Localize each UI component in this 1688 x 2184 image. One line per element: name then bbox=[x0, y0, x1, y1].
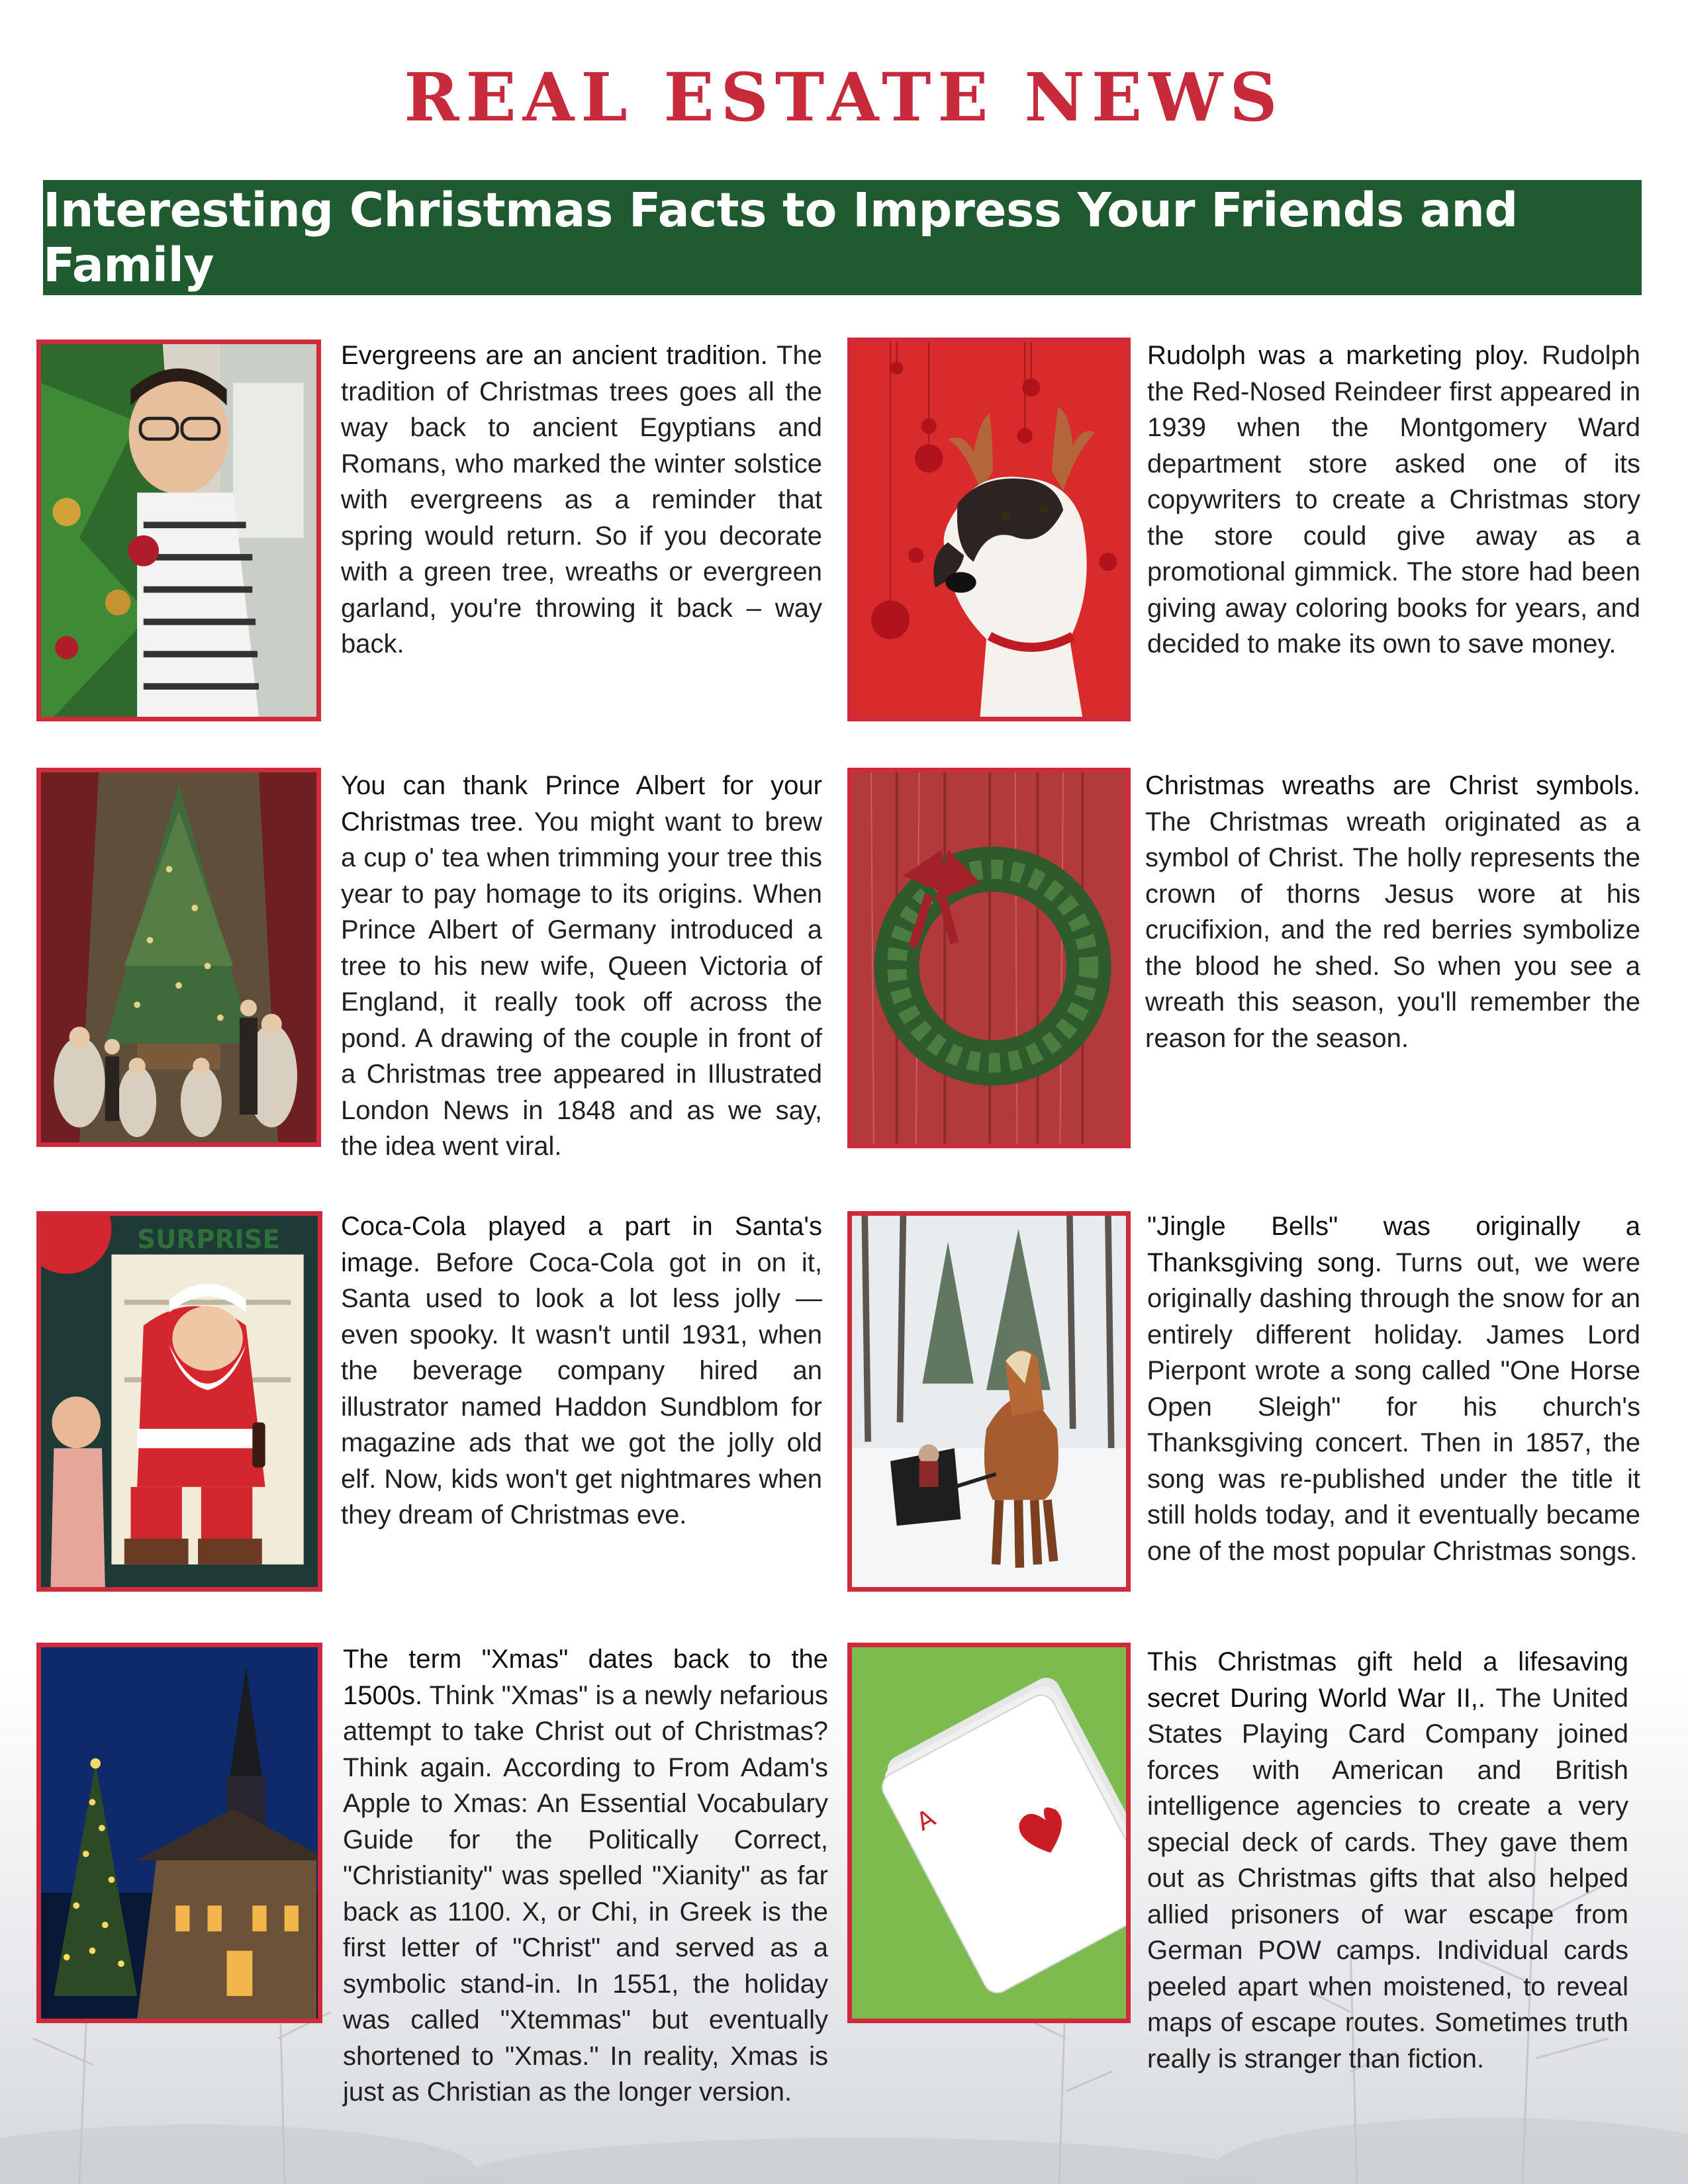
fact-heading: Christmas wreaths are Christ symbols. bbox=[1145, 771, 1640, 800]
surprise-sign-text: SURPRISE bbox=[137, 1224, 281, 1255]
ace-card-letter: A bbox=[912, 1803, 940, 1837]
fact-text-wreath bbox=[1145, 768, 1640, 1056]
article-title-banner bbox=[43, 180, 1642, 295]
fact-text-rudolph bbox=[1147, 338, 1640, 662]
fact-text-evergreens bbox=[341, 338, 822, 662]
vintage-santa-illustration bbox=[36, 1211, 322, 1592]
fact-body: Think "Xmas" is a newly nefarious attempt to take Christ out of Christmas? Think again. According to From Adam's Apple to Xmas: An Essential Vocabulary Guide for the Politically Correct, "Christianity" was spelled "Xianity" as far back as 1100. X, or Chi, in Greek is the first letter of "Christ" and served as a symbolic stand-in. In 1551, the holiday was called "Xtemmas" but eventually shortened to "Xmas." In reality, Xmas is just as Christian as the longer version. bbox=[343, 1680, 828, 2107]
fact-heading: "Jingle Bells" was originally a Thanksgiving song. bbox=[1147, 1212, 1640, 1277]
fact-body: Turns out, we were originally dashing through the snow for an entirely different holiday. James Lord Pierpont wrote a song called "One Horse Open Sleigh" for his church's Thanksgiving concert. Then in 1857, the song was re-published under the title it still holds today, and it eventually became one of the most popular Christmas songs. bbox=[1147, 1248, 1641, 1566]
fact-body: Rudolph the Red-Nosed Reindeer first appeared in 1939 when the Montgomery Ward department store asked one of its copywriters to create a Christmas story the store could give away as a promotional gimmick. The store had been giving away coloring books for years, and decided to make its own to save money. bbox=[1147, 341, 1640, 659]
fact-text-prince-albert bbox=[341, 768, 822, 1165]
fact-heading: The term "Xmas" dates back to the 1500s. bbox=[343, 1645, 828, 1710]
barn-door-wreath-photo bbox=[847, 768, 1131, 1148]
fact-body: You might want to brew a cup o' tea when trimming your tree this year to pay homage to its origins. When Prince Albert of Germany introduced a tree to his new wife, Queen Victoria of England, it really took off across the pond. A drawing of the couple in front of a Christmas tree appeared in Illustrated London News in 1848 and as we say, the idea went viral. bbox=[341, 807, 822, 1161]
fact-text-playing-cards bbox=[1147, 1644, 1628, 2077]
fact-text-jingle-bells bbox=[1147, 1208, 1640, 1569]
fact-heading: You can thank Prince Albert for your Christmas tree. bbox=[341, 771, 822, 837]
fact-heading: Evergreens are an ancient tradition. bbox=[341, 341, 768, 370]
fact-text-coca-cola bbox=[341, 1208, 822, 1533]
fact-heading: This Christmas gift held a lifesaving secret During World War II,. bbox=[1147, 1647, 1628, 1713]
fact-body: The Christmas wreath originated as a symbol of Christ. The holly represents the crown of thorns Jesus wore at his crucifixion, and the red berries symbolize the blood he shed. So when you see a wreath this season, you'll remember the reason for the season. bbox=[1145, 807, 1640, 1053]
fact-heading: Rudolph was a marketing ploy. bbox=[1147, 341, 1529, 370]
fact-body: Before Coca-Cola got in on it, Santa used to look a lot less jolly — even spooky. It wasn't until 1931, when the beverage company hired an illustrator named Haddon Sundblom for magazine ads that we got the jolly old elf. Now, kids won't get nightmares when they dream of Christmas eve. bbox=[341, 1248, 822, 1529]
church-night-photo bbox=[36, 1643, 322, 2023]
fact-body: The tradition of Christmas trees goes all the way back to ancient Egyptians and Romans, who marked the winter solstice with evergreens as a reminder that spring would return. So if you decorate with a green tree, wreaths or evergreen garland, you're throwing it back – way back. bbox=[341, 341, 822, 659]
article-title: Interesting Christmas Facts to Impress Your Friends and Family bbox=[43, 183, 1518, 293]
masthead-title: REAL ESTATE NEWS bbox=[404, 58, 1284, 136]
playing-cards-photo bbox=[847, 1643, 1131, 2023]
fact-heading: Coca-Cola played a part in Santa's image. bbox=[341, 1212, 822, 1277]
victorian-tree-illustration bbox=[36, 768, 321, 1147]
reindeer-dog-photo bbox=[847, 338, 1131, 721]
fact-text-xmas bbox=[343, 1641, 828, 2111]
fact-body: The United States Playing Card Company joined forces with American and British intelligence agencies to create a very special deck of cards. They gave them out as Christmas gifts that also helped allied prisoners of war escape from German POW camps. Individual cards peeled apart when moistened, to reveal maps of escape routes. Sometimes truth really is stranger than fiction. bbox=[1147, 1683, 1629, 2073]
horse-sleigh-photo bbox=[847, 1211, 1131, 1592]
child-tree-photo bbox=[36, 340, 321, 721]
